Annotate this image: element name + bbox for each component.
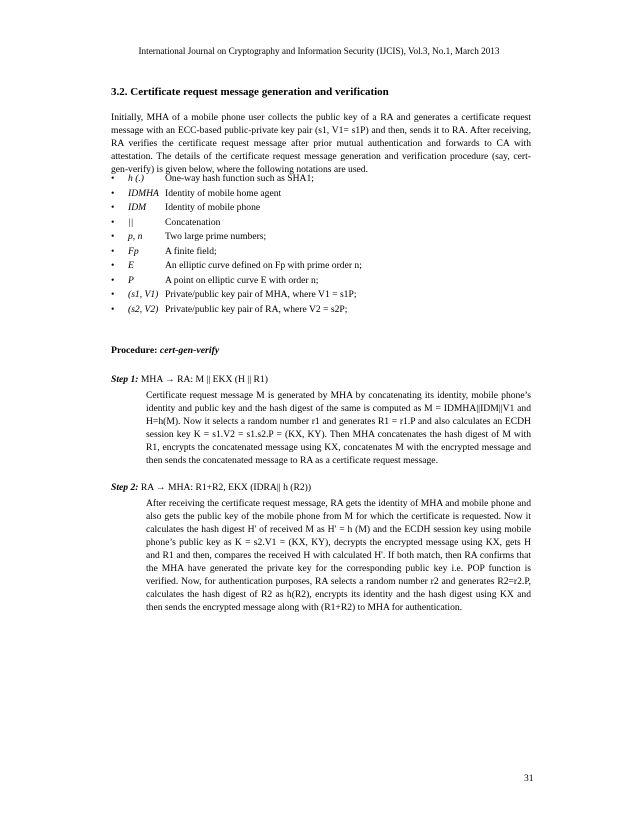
section-title: 3.2. Certificate request message generation and verification — [111, 86, 389, 98]
notation-description: One-way hash function such as SHA1; — [165, 173, 314, 184]
step-2-header — [111, 482, 311, 493]
bullet-icon: • — [111, 303, 115, 315]
step-label: Step 2: — [111, 482, 139, 493]
step-1-body: Certificate request message M is generated by MHA by concatenating its identity, mobile phone’s identity and public key and the hash digest of the same is computed as M = IDMHA||IDM||V1 and H=h(M). Now it selects a random number r1 and generates R1 = r1.P and also calculates an ECDH session key K = s1.V2 = s1.s2.P = (KX, KY). Then MHA concatenates the hash digest of M with R1, encrypts the concatenated message using KX, concatenates M with the encrypted message and then sends the concatenated message to RA as a certificate request message. — [146, 390, 531, 466]
notation-item — [111, 201, 531, 216]
notation-description: Private/public key pair of RA, where V2 = s2P; — [165, 303, 348, 315]
notation-symbol: p, n — [128, 231, 143, 242]
bullet-icon: • — [111, 202, 115, 213]
notation-symbol: IDM — [128, 202, 147, 213]
notation-description: Concatenation — [165, 216, 221, 228]
notation-item — [111, 303, 531, 318]
bullet-icon: • — [111, 260, 115, 271]
notation-symbol: (s2, V2) — [128, 303, 159, 315]
notation-symbol: IDMHA — [128, 187, 159, 199]
notation-symbol: (s1, V1) — [128, 289, 159, 300]
notation-list — [111, 172, 531, 317]
running-head: International Journal on Cryptography and Information Security (IJCIS), Vol.3, No.1, March 2013 — [138, 46, 500, 56]
bullet-icon: • — [111, 289, 115, 300]
bullet-icon: • — [111, 274, 115, 286]
page-number: 31 — [524, 773, 534, 784]
notation-symbol: E — [128, 260, 134, 271]
notation-description: Private/public key pair of MHA, where V1 = s1P; — [165, 289, 357, 300]
notation-item — [111, 172, 531, 187]
step-label: Step 1: — [111, 374, 139, 385]
bullet-icon: • — [111, 187, 115, 199]
notation-item — [111, 245, 531, 260]
notation-description: An elliptic curve defined on Fp with prime order n; — [165, 260, 362, 271]
notation-symbol: P — [128, 274, 134, 286]
bullet-icon: • — [111, 216, 115, 228]
notation-symbol: h (.) — [128, 173, 144, 184]
notation-item — [111, 259, 531, 274]
notation-description: Two large prime numbers; — [165, 231, 267, 242]
notation-description: Identity of mobile phone — [165, 202, 261, 213]
notation-item — [111, 230, 531, 245]
notation-item — [111, 274, 531, 289]
step-2-body: After receiving the certificate request message, RA gets the identity of MHA and mobile phone and also gets the public key of the mobile phone from M for which the certificate is requested. Now it calculates the hash digest H' of received M as H' = h (M) and the ECDH session key using mobile phone’s public key as K = s2.V1 = (KX, KY), decrypts the encrypted message using KX, gets H and R1 and then, compares the received H with calculated H'. If both match, then RA confirms that the MHA have generated the private key for the corresponding public key i.e. POP function is verified. Now, for authentication purposes, RA selects a random number r2 and generates R2=r2.P, calculates the hash digest of R2 as h(R2), encrypts its identity and the hash digest using KX and then sends the encrypted message along with (R1+R2) to MHA for authentication. — [146, 498, 531, 613]
intro-paragraph: Initially, MHA of a mobile phone user collects the public key of a RA and generates a certificate request message with an ECC-based public-private key pair (s1, V1= s1P) and then, sends it to RA. After receiving, RA verifies the certificate request message after prior mutual authentication and forwards to CA with attestation. The details of the certificate request message generation and verification procedure (say, cert-gen-verify) is given below, where the following notations are used. — [111, 112, 531, 175]
notation-symbol: || — [128, 216, 134, 228]
procedure-label: Procedure: — [111, 345, 158, 356]
notation-description: A finite field; — [165, 245, 217, 257]
notation-item — [111, 187, 531, 202]
step-formula: RA → MHA: R1+R2, EKX (IDRA|| h (R2)) — [140, 482, 312, 493]
bullet-icon: • — [111, 231, 115, 242]
notation-description: A point on elliptic curve E with order n; — [165, 274, 319, 286]
step-formula: MHA → RA: M || EKX (H || R1) — [140, 374, 268, 385]
step-1-header — [111, 374, 268, 385]
notation-item — [111, 288, 531, 303]
bullet-icon: • — [111, 173, 115, 184]
procedure-name: cert-gen-verify — [159, 345, 220, 356]
notation-description: Identity of mobile home agent — [165, 187, 282, 199]
notation-symbol: Fp — [128, 245, 139, 257]
notation-item — [111, 216, 531, 231]
procedure-heading — [111, 345, 219, 356]
bullet-icon: • — [111, 245, 115, 257]
